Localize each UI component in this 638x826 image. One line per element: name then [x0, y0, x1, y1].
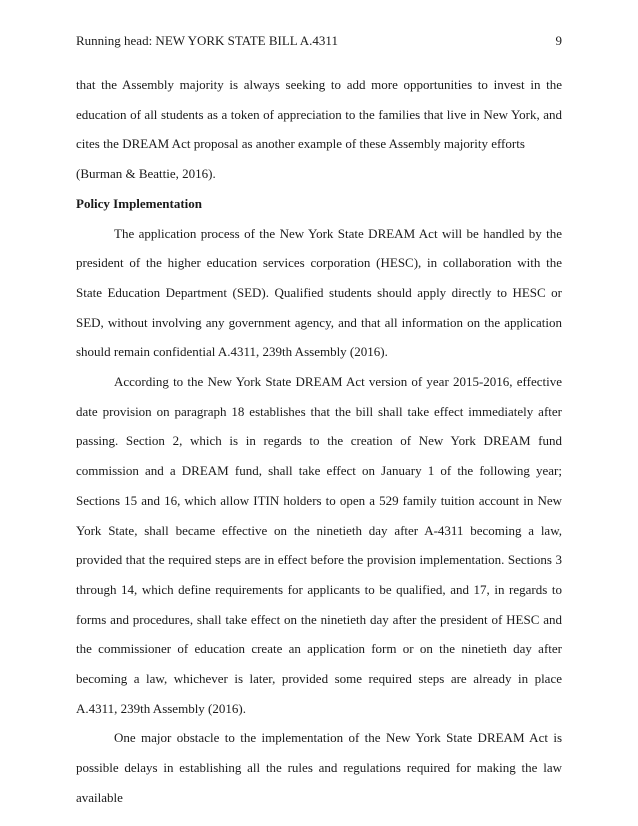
document-body	[76, 70, 562, 813]
page-header	[76, 33, 562, 49]
section-heading: Policy Implementation	[76, 195, 203, 211]
citation-line: (Burman & Beattie, 2016).	[76, 166, 216, 182]
paragraph-effective-date: According to the New York State DREAM Act version of year 2015-2016, effective date provision on paragraph 18 establishes that the bill shall take effect immediately after passing. Section 2, which is in regards to the creation of New York DREAM fund commission and a DREAM fund, shall take effect on January 1 of the following year; Sections 15 and 16, which allow ITIN holders to open a 529 family tuition account in New York State, shall became effective on the ninetieth day after A-4311 becoming a law, provided that the required steps are in effect before the provision implementation. Sections 3 through 14, which define requirements for applicants to be qualified, and 17, in regards to forms and procedures, shall take effect on the ninetieth day after the president of HESC and the commissioner of education create an application form or on the ninetieth day after becoming a law, whichever is later, provided some required steps are already in place A.4311, 239th Assembly (2016).	[76, 374, 562, 716]
paragraph-obstacle: One major obstacle to the implementation of the New York State DREAM Act is possible delays in establishing all the rules and regulations required for making the law available	[76, 730, 562, 805]
paragraph-continuation: that the Assembly majority is always seeking to add more opportunities to invest in the education of all students as a token of appreciation to the families that live in New York, and cites the DREAM Act proposal as another example of these Assembly majority efforts	[76, 77, 562, 152]
page-number: 9	[555, 33, 562, 48]
paragraph-application-process: The application process of the New York State DREAM Act will be handled by the president of the higher education services corporation (HESC), in collaboration with the State Education Department (SED). Qualified students should apply directly to HESC or SED, without involving any government agency, and that all information on the application should remain confidential A.4311, 239th Assembly (2016).	[76, 225, 562, 360]
running-head: Running head: NEW YORK STATE BILL A.4311	[76, 33, 338, 48]
